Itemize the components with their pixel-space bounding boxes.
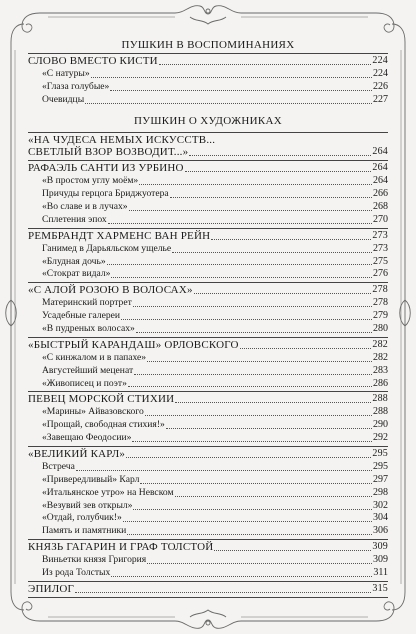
toc-entry[interactable]: Виньетки князя Григория 309 — [42, 554, 388, 566]
toc-entry[interactable]: РЕМБРАНДТ ХАРМЕНС ВАН РЕЙН 273 — [28, 229, 388, 242]
toc-entry[interactable]: «В пудреных волосах» 280 — [42, 323, 388, 335]
toc-entry[interactable]: Августейший меценат 283 — [42, 364, 388, 376]
toc-entry[interactable]: «Везувий зев открыл» 302 — [42, 499, 388, 511]
toc-entry[interactable]: «Отдай, голубчик!» 304 — [42, 512, 388, 524]
toc-entry[interactable]: «С АЛОЙ РОЗОЮ В ВОЛОСАХ» 278 — [28, 284, 388, 297]
divider — [28, 446, 388, 447]
toc-entry[interactable]: «НА ЧУДЕСА НЕМЫХ ИСКУССТВ... — [28, 133, 216, 146]
toc-entry[interactable]: «Глаза голубые» 226 — [42, 80, 388, 92]
toc-entry[interactable]: «С натуры» 224 — [42, 67, 388, 79]
toc-entry[interactable]: «Привередливый» Карл 297 — [42, 473, 388, 485]
toc-entry[interactable]: «Стократ видал» 276 — [42, 268, 388, 280]
toc-entry[interactable]: КНЯЗЬ ГАГАРИН И ГРАФ ТОЛСТОЙ 309 — [28, 541, 388, 554]
divider — [28, 282, 388, 283]
table-of-contents — [28, 38, 388, 599]
toc-entry[interactable]: СЛОВО ВМЕСТО КИСТИ 224 — [28, 54, 388, 67]
divider — [28, 160, 388, 161]
toc-entry[interactable]: ПЕВЕЦ МОРСКОЙ СТИХИИ 288 — [28, 393, 388, 406]
toc-entry[interactable]: «Марины» Айвазовского 288 — [42, 406, 388, 418]
divider — [28, 391, 388, 392]
toc-entry[interactable]: «С кинжалом и в папахе» 282 — [42, 351, 388, 363]
section-title: ПУШКИН О ХУДОЖНИКАХ — [134, 114, 282, 127]
toc-entry[interactable]: Из рода Толстых 311 — [42, 567, 388, 579]
section-title: ПУШКИН В ВОСПОМИНАНИЯХ — [121, 39, 295, 51]
toc-entry[interactable]: СВЕТЛЫЙ ВЗОР ВОЗВОДИТ...» 264 — [28, 146, 388, 159]
divider — [28, 132, 388, 133]
toc-entry[interactable]: «Завещаю Феодосии» 292 — [42, 432, 388, 444]
divider — [28, 581, 388, 582]
toc-entry[interactable]: «Прощай, свободная стихия!» 290 — [42, 419, 388, 431]
divider — [28, 539, 388, 540]
toc-entry[interactable]: Усадебные галереи 279 — [42, 310, 388, 322]
toc-entry[interactable]: «БЫСТРЫЙ КАРАНДАШ» ОРЛОВСКОГО 282 — [28, 338, 388, 351]
toc-entry[interactable]: «Во славе и в лучах» 268 — [42, 201, 388, 212]
toc-entry[interactable]: Память и памятники 306 — [42, 525, 388, 537]
toc-entry[interactable]: «Итальянское утро» на Невском 298 — [42, 486, 388, 498]
toc-entry[interactable]: «Живописец и поэт» 286 — [42, 377, 388, 389]
toc-entry[interactable]: «Блудная дочь» 275 — [42, 255, 388, 267]
toc-entry[interactable]: Материнский портрет 278 — [42, 297, 388, 309]
divider — [28, 597, 388, 598]
toc-entry[interactable]: Ганимед в Дарьяльском ущелье 273 — [42, 242, 388, 254]
divider — [28, 53, 388, 54]
toc-entry[interactable]: Причуды герцога Бриджуотера 266 — [42, 188, 388, 200]
toc-entry[interactable]: Встреча 295 — [42, 460, 388, 472]
toc-entry[interactable]: РАФАЭЛЬ САНТИ ИЗ УРБИНО 264 — [28, 162, 388, 175]
toc-entry[interactable]: «ВЕЛИКИЙ КАРЛ» 295 — [28, 448, 388, 461]
divider — [28, 337, 388, 338]
toc-entry[interactable]: Сплетения эпох 270 — [42, 213, 388, 225]
divider — [28, 228, 388, 229]
toc-entry[interactable]: ЭПИЛОГ 315 — [28, 582, 388, 595]
toc-entry[interactable]: Очевидцы 227 — [42, 93, 388, 105]
toc-entry[interactable]: «В простом углу моём» 264 — [42, 175, 388, 187]
